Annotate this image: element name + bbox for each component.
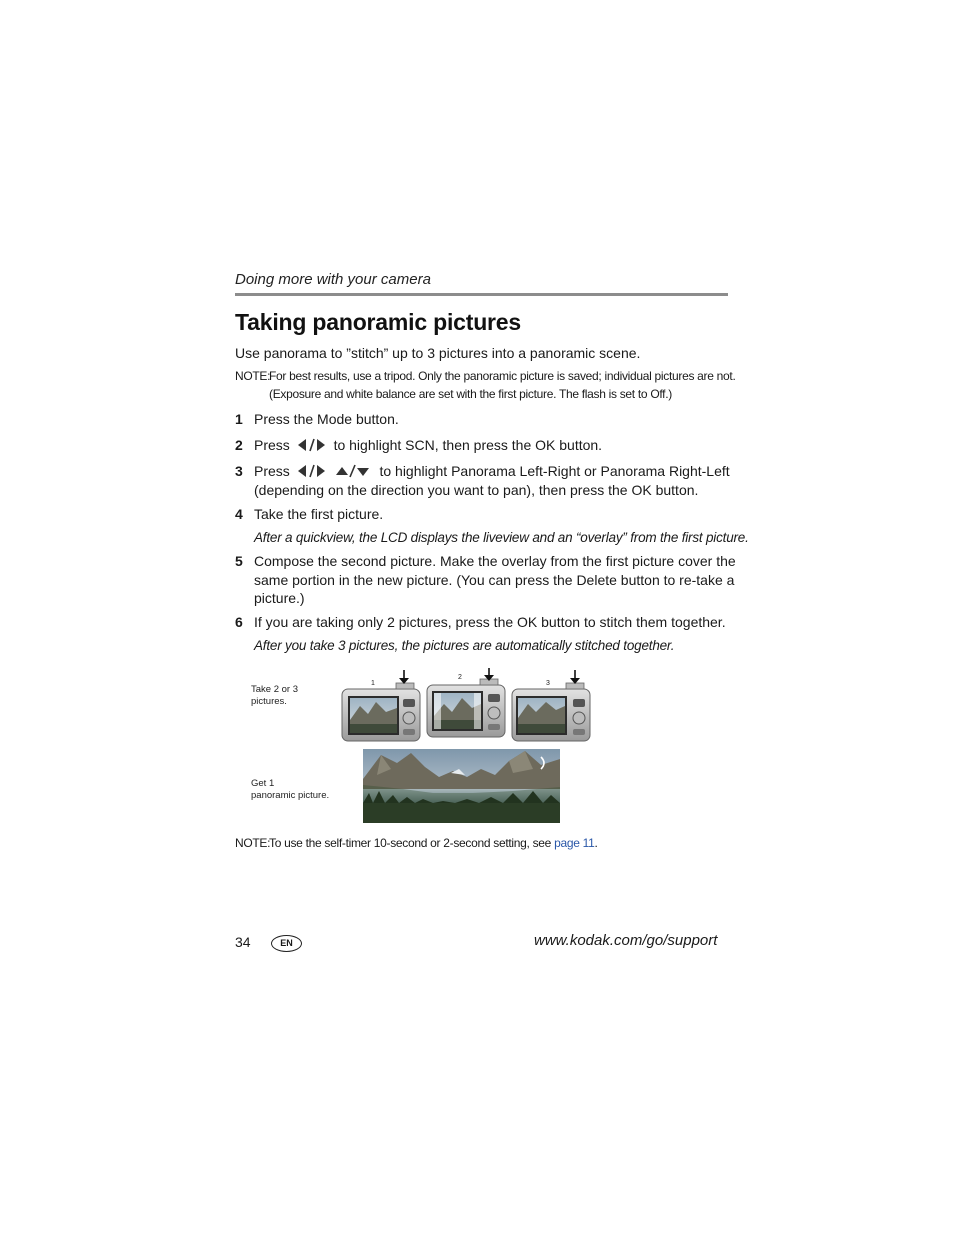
step-5-line3: picture.) — [254, 590, 305, 606]
panorama-image — [363, 749, 560, 823]
camera-1 — [342, 670, 420, 741]
step-5-line1: Compose the second picture. Make the overlay from the first picture cover the — [254, 553, 736, 569]
step-3-pre: Press — [254, 463, 290, 479]
step-2-post: to highlight SCN, then press the OK button. — [333, 437, 603, 453]
left-right-arrows-icon — [298, 438, 326, 456]
camera-1-label: 1 — [371, 680, 375, 687]
step-2-text — [254, 436, 602, 456]
step-5-line2: same portion in the new picture. (You can press the Delete button to re-take a — [254, 572, 735, 588]
figure-caption-bottom — [251, 778, 329, 802]
step-1-number: 1 — [235, 411, 243, 427]
intro-text: Use panorama to ”stitch” up to 3 pictures into a panoramic scene. — [235, 345, 641, 361]
figure-caption-top-line1: Take 2 or 3 — [251, 684, 298, 695]
camera-3-label: 3 — [546, 680, 550, 687]
step-6-text: If you are taking only 2 pictures, press the OK button to stitch them together. — [254, 614, 726, 630]
step-6-result: After you take 3 pictures, the pictures are automatically stitched together. — [254, 638, 675, 653]
note1-line2: (Exposure and white balance are set with the first picture. The flash is set to Off.) — [269, 387, 672, 401]
note2-text: To use the self-timer 10-second or 2-second setting, see — [269, 836, 552, 850]
step-4-number: 4 — [235, 506, 243, 522]
figure-caption-top-line2: pictures. — [251, 696, 287, 707]
step-3-line2: (depending on the direction you want to pan), then press the OK button. — [254, 482, 699, 498]
note1-label: NOTE: — [235, 369, 271, 383]
camera-3 — [512, 670, 590, 741]
left-right-arrows-icon — [298, 464, 326, 482]
running-head: Doing more with your camera — [235, 271, 431, 288]
camera-2-label: 2 — [458, 674, 462, 681]
step-2-pre: Press — [254, 437, 290, 453]
note2-label: NOTE: — [235, 836, 271, 850]
note1-line1: For best results, use a tripod. Only the panoramic picture is saved; individual pictures are not. — [269, 369, 736, 383]
up-down-arrows-icon — [336, 464, 370, 482]
header-rule — [235, 293, 728, 296]
page-number: 34 — [235, 934, 251, 950]
step-4-text: Take the first picture. — [254, 506, 384, 522]
step-3-text — [254, 462, 730, 482]
step-5-number: 5 — [235, 553, 243, 569]
step-6-number: 6 — [235, 614, 243, 630]
camera-2 — [427, 668, 505, 737]
note2-end: . — [594, 836, 598, 850]
cameras-illustration — [338, 668, 594, 746]
page-title: Taking panoramic pictures — [235, 309, 521, 335]
figure-caption-bottom-line2: panoramic picture. — [251, 790, 330, 801]
page-11-link[interactable]: page 11 — [554, 836, 595, 850]
figure-caption-top — [251, 684, 298, 708]
step-3-post: to highlight Panorama Left-Right or Panorama Right-Left — [379, 463, 730, 479]
step-1-text: Press the Mode button. — [254, 411, 399, 427]
note2-text-line — [269, 834, 598, 852]
figure-caption-bottom-line1: Get 1 — [251, 778, 275, 789]
support-url[interactable]: www.kodak.com/go/support — [534, 932, 718, 949]
step-2-number: 2 — [235, 437, 243, 453]
language-badge: EN — [271, 935, 302, 952]
step-4-result: After a quickview, the LCD displays the liveview and an “overlay” from the first picture. — [254, 530, 749, 545]
step-3-number: 3 — [235, 463, 243, 479]
